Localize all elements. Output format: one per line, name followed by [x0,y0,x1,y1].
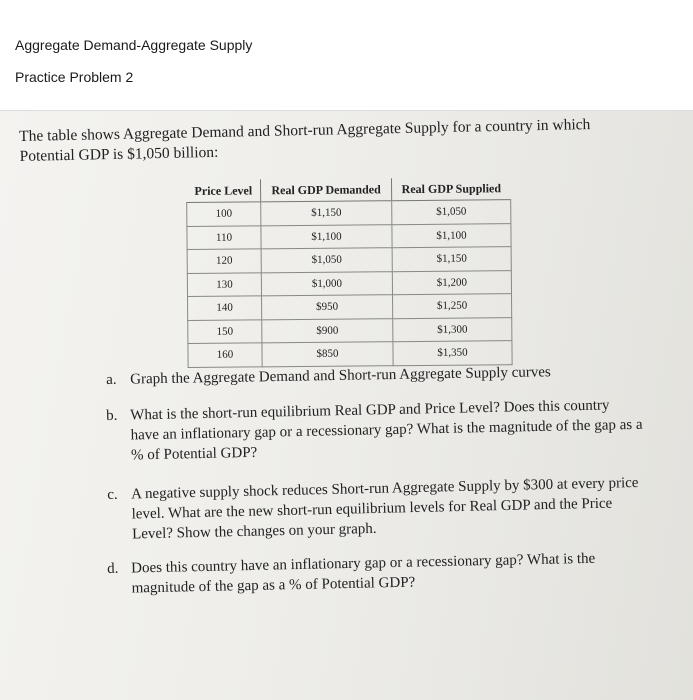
table-row [188,294,512,320]
gdp-supplied-cell: $1,050 [392,200,511,225]
question-line: Does this country have an inflationary gap or a recessionary gap? What is the [131,550,596,577]
price-level-cell: 130 [187,272,261,296]
question-letter: a. [106,371,117,388]
problem-photo [0,110,693,700]
table-row [187,200,511,226]
price-level-cell: 100 [187,202,261,226]
gdp-table [186,177,513,367]
price-level-cell: 160 [188,343,262,367]
gdp-supplied-cell: $1,250 [393,294,512,319]
question-line: What is the short-run equilibrium Real GDP and Price Level? Does this country [130,397,610,424]
price-level-cell: 150 [188,319,262,343]
gdp-supplied-cell: $1,350 [393,341,512,366]
question-line: % of Potential GDP? [130,444,258,464]
question-line: level. What are the new short-run equilibrium levels for Real GDP and the Price [131,495,613,523]
question-line: A negative supply shock reduces Short-run Aggregate Supply by $300 at every price [131,474,639,503]
page-title: Aggregate Demand-Aggregate Supply [15,37,253,53]
price-level-cell: 140 [188,296,262,320]
table-row [187,270,511,296]
gdp-supplied-cell: $1,100 [392,223,511,248]
gdp-demanded-cell: $1,000 [261,271,392,296]
gdp-supplied-cell: $1,200 [392,270,511,295]
gdp-supplied-cell: $1,150 [392,247,511,272]
question-letter: d. [107,560,119,577]
price-level-cell: 120 [187,249,261,273]
question-line: magnitude of the gap as a % of Potential GDP? [131,574,416,597]
gdp-demanded-cell: $850 [262,342,393,367]
question-line: Level? Show the changes on your graph. [131,520,377,543]
table-header-row [186,177,510,202]
page-subtitle: Practice Problem 2 [15,69,134,85]
col-header-gdp-demanded: Real GDP Demanded [260,178,391,202]
col-header-price-level: Price Level [186,179,260,202]
gdp-demanded-cell: $1,100 [261,224,392,249]
gdp-demanded-cell: $1,050 [261,248,392,273]
table-row [187,247,511,273]
gdp-demanded-cell: $950 [262,295,393,320]
intro-line: Potential GDP is $1,050 billion: [19,143,219,165]
question-letter: b. [106,407,118,424]
question-line: have an inflationary gap or a recessionary gap? What is the magnitude of the gap as a [130,416,643,444]
question-letter: c. [107,486,118,503]
table-row [187,223,511,249]
gdp-demanded-cell: $900 [262,318,393,343]
col-header-gdp-supplied: Real GDP Supplied [391,177,510,201]
gdp-supplied-cell: $1,300 [393,317,512,342]
intro-line: The table shows Aggregate Demand and Short-run Aggregate Supply for a country in which [19,116,591,145]
question-line: Graph the Aggregate Demand and Short-run Aggregate Supply curves [130,364,551,388]
table-row [188,317,512,343]
gdp-demanded-cell: $1,150 [261,201,392,226]
price-level-cell: 110 [187,225,261,249]
intro-text [19,114,660,167]
